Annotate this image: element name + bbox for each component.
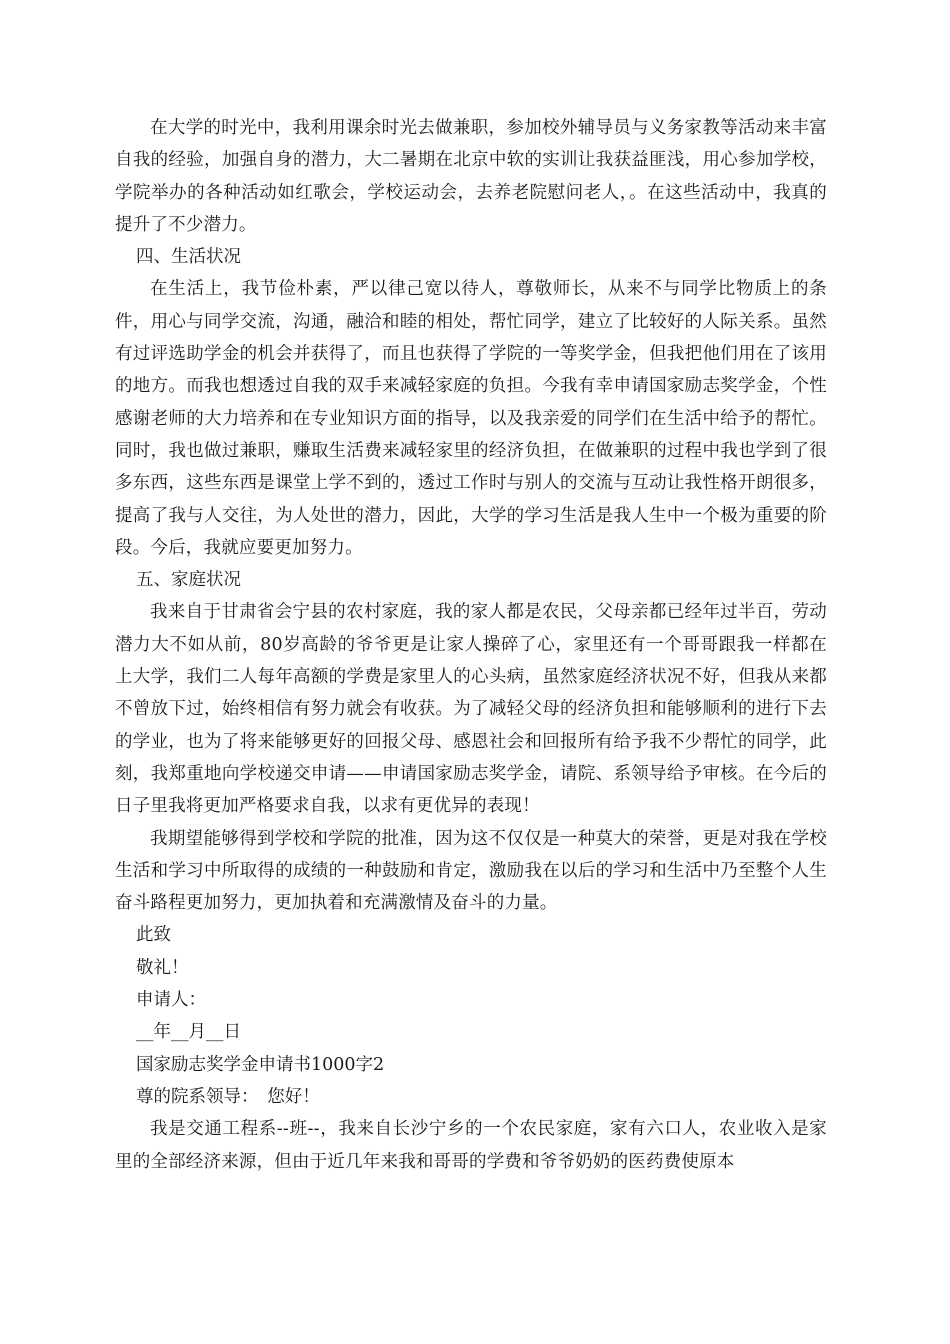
date-line: __年__月__日: [136, 1022, 241, 1043]
document-body: [115, 112, 827, 1178]
second-letter-title: 国家励志奖学金申请书1000字2: [136, 1054, 385, 1075]
paragraph-activities: 在大学的时光中，我利用课余时光去做兼职，参加校外辅导员与义务家教等活动来丰富自我的经验，加强自身的潜力，大二暑期在北京中软的实训让我获益匪浅，用心参加学校，学院举办的各种活动如红歌会，学校运动会，去养老院慰问老人，。在这些活动中，我真的提升了不少潜力。: [115, 118, 827, 235]
heading-family-status: 五、家庭状况: [136, 570, 241, 591]
greeting-line: 尊的院系领导： 您好！: [136, 1086, 320, 1107]
paragraph-introduction: 我是交通工程系--班--，我来自长沙宁乡的一个农民家庭，家有六口人，农业收入是家里的全部经济来源，但由于近几年来我和哥哥的学费和爷爷奶奶的医药费使原本: [115, 1119, 827, 1172]
heading-living-status: 四、生活状况: [136, 247, 241, 268]
applicant-label: 申请人：: [136, 990, 206, 1011]
paragraph-living: 在生活上，我节俭朴素，严以律己宽以待人，尊敬师长，从来不与同学比物质上的条件，用心与同学交流，沟通，融洽和睦的相处，帮忙同学，建立了比较好的人际关系。虽然有过评选助学金的机会并获得了，而且也获得了学院的一等奖学金，但我把他们用在了该用的地方。而我也想透过自我的双手来减轻家庭的负担。今我有幸申请国家励志奖学金，个性感谢老师的大力培养和在专业知识方面的指导，以及我亲爱的同学们在生活中给予的帮忙。同时，我也做过兼职，赚取生活费来减轻家里的经济负担，在做兼职的过程中我也学到了很多东西，这些东西是课堂上学不到的，透过工作时与别人的交流与互动让我性格开朗很多，提高了我与人交往，为人处世的潜力，因此，大学的学习生活是我人生中一个极为重要的阶段。今后，我就应要更加努力。: [115, 279, 827, 558]
paragraph-hope: 我期望能够得到学校和学院的批准，因为这不仅仅是一种莫大的荣誉，更是对我在学校生活和学习中所取得的成绩的一种鼓励和肯定，激励我在以后的学习和生活中乃至整个人生奋斗路程更加努力，更加执着和充满激情及奋斗的力量。: [115, 828, 827, 914]
closing-respect: 敬礼！: [136, 957, 189, 978]
closing-salutation: 此致: [136, 925, 171, 946]
paragraph-family: 我来自于甘肃省会宁县的农村家庭，我的家人都是农民，父母亲都已经年过半百，劳动潜力大不如从前，80岁高龄的爷爷更是让家人操碎了心，家里还有一个哥哥跟我一样都在上大学，我们二人每年高额的学费是家里人的心头病，虽然家庭经济状况不好，但我从来都不曾放下过，始终相信有努力就会有收获。为了减轻父母的经济负担和能够顺利的进行下去的学业，也为了将来能够更好的回报父母、感恩社会和回报所有给予我不少帮忙的同学，此刻，我郑重地向学校递交申请——申请国家励志奖学金，请院、系领导给予审核。在今后的日子里我将更加严格要求自我，以求有更优异的表现！: [115, 602, 827, 817]
